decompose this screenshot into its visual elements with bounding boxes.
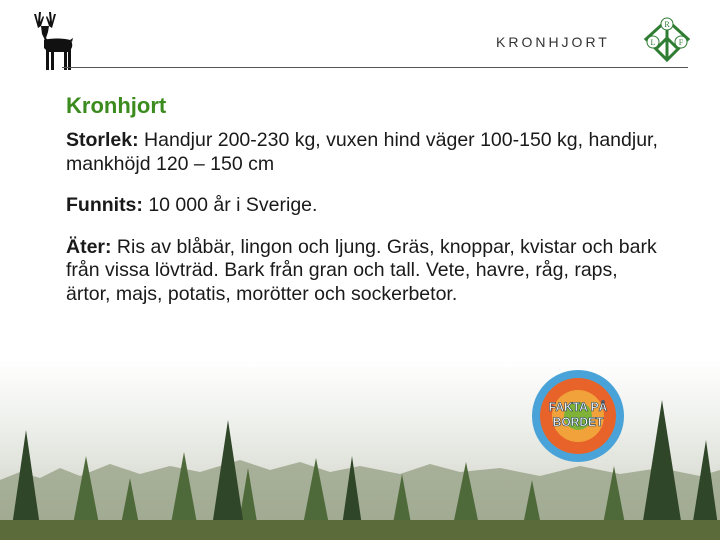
badge-line-2: BORDET bbox=[552, 415, 604, 429]
storlek-paragraph bbox=[66, 129, 666, 176]
ater-label: Äter: bbox=[66, 235, 112, 258]
lrf-logo-icon bbox=[642, 16, 692, 62]
ater-text: Ris av blåbär, lingon och ljung. Gräs, knoppar, kvistar och bark från vissa lövträd. Bark från gran och tall. Vete, havre, råg, raps, ärtor, majs, potatis, morötter och sockerbetor. bbox=[66, 235, 657, 305]
deer-logo-icon bbox=[24, 8, 82, 72]
storlek-text: Handjur 200-230 kg, vuxen hind väger 100-150 kg, handjur, mankhöjd 120 – 150 cm bbox=[66, 129, 658, 175]
lrf-letter-l: L bbox=[650, 38, 656, 47]
funnits-label: Funnits: bbox=[66, 194, 143, 216]
lrf-letter-r: R bbox=[664, 20, 670, 29]
storlek-label: Storlek: bbox=[66, 129, 139, 151]
content-area bbox=[66, 93, 666, 324]
page-title: Kronhjort bbox=[66, 93, 167, 118]
header-divider bbox=[62, 67, 688, 68]
lrf-letter-f: F bbox=[678, 38, 684, 47]
header-brand: KRONHJORT bbox=[496, 34, 610, 50]
funnits-paragraph bbox=[66, 194, 666, 218]
fakta-pa-bordet-badge bbox=[530, 368, 626, 464]
ater-paragraph bbox=[66, 236, 666, 307]
badge-line-1: FAKTA PÅ bbox=[548, 400, 608, 414]
funnits-text: 10 000 år i Sverige. bbox=[142, 194, 318, 216]
